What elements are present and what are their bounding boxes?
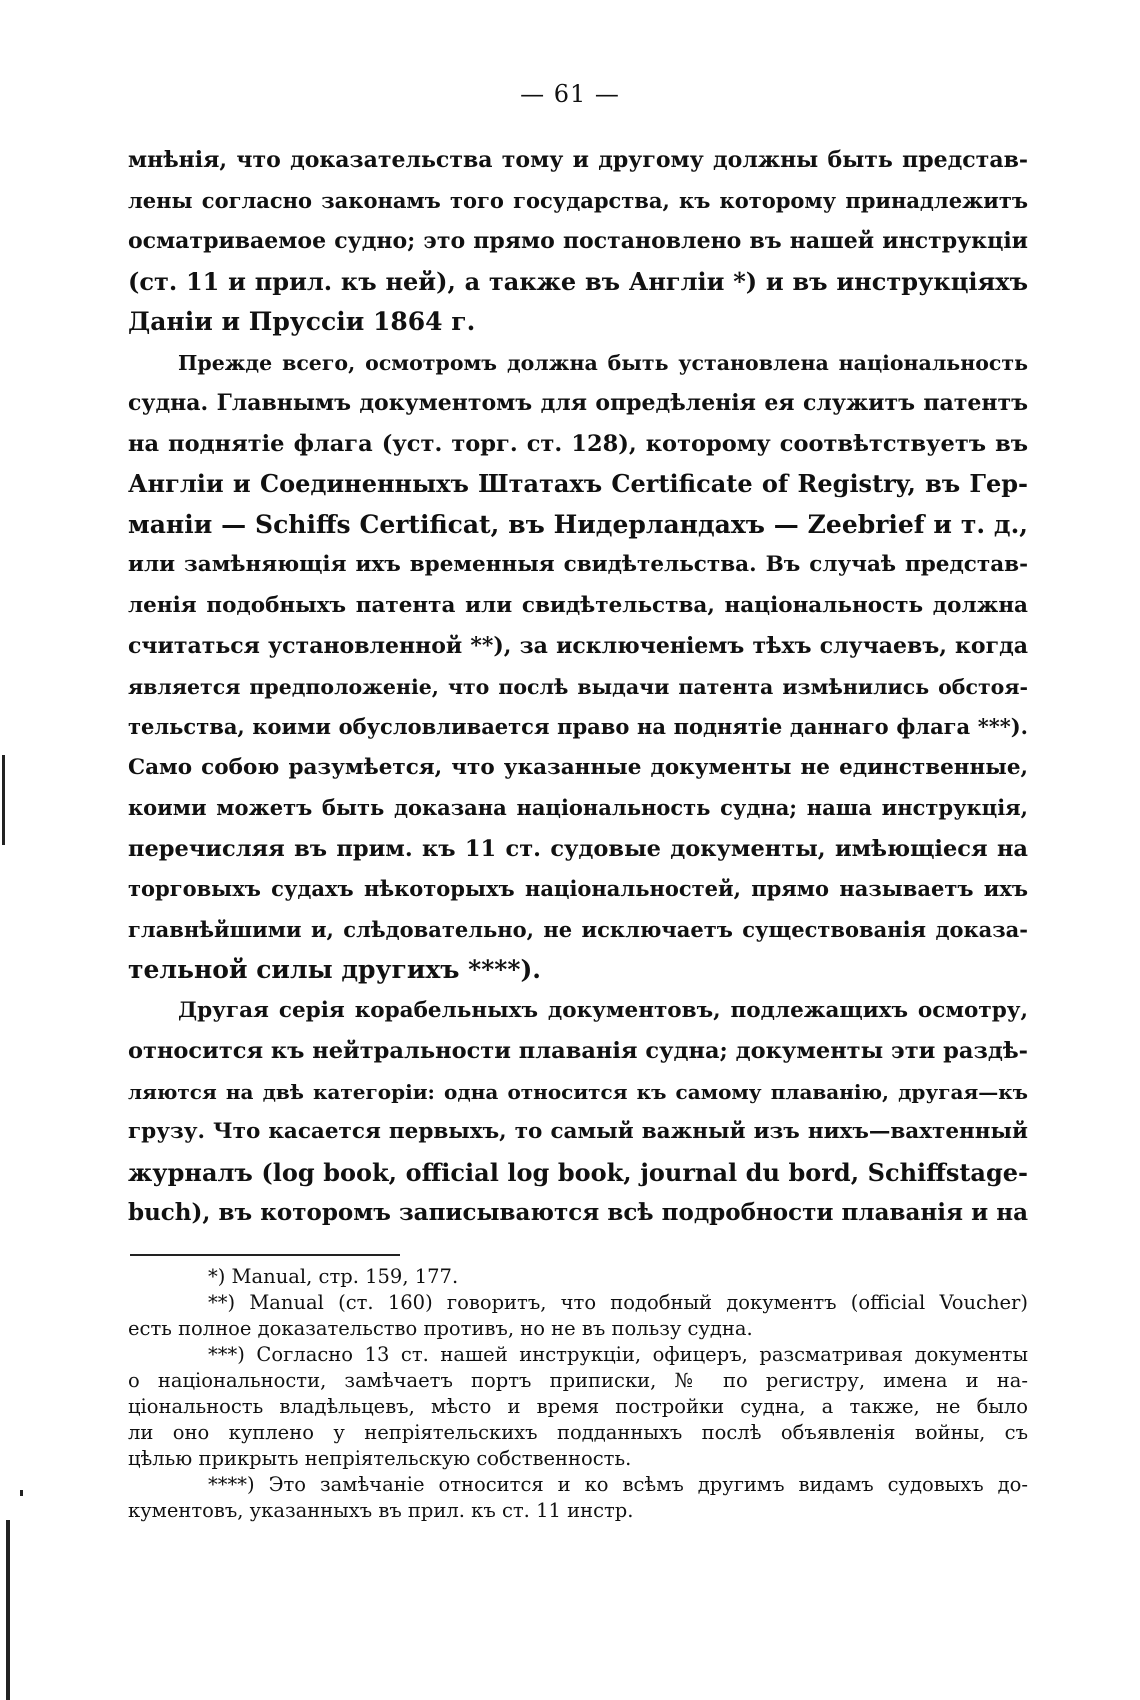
scan-margin-mark bbox=[2, 755, 5, 845]
text-line: перечисляя въ прим. къ 11 ст. судовые документы, имѣющіеся на bbox=[128, 835, 1028, 862]
text-line: на поднятіе флага (уст. торг. ст. 128), которому соотвѣтствуетъ въ bbox=[128, 430, 1028, 457]
text-line: ленія подобныхъ патента или свидѣтельства, національность должна bbox=[128, 592, 1028, 618]
text-line: лены согласно законамъ того государства, къ которому принадлежитъ bbox=[128, 187, 1028, 213]
text-line: Англіи и Соединенныхъ Штатахъ Certificate of Registry, въ Гер- bbox=[128, 469, 1028, 498]
text-line: Само собою разумѣется, что указанные документы не единственные, bbox=[128, 754, 1028, 780]
footnote-line: ***) Согласно 13 ст. нашей инструкціи, офицеръ, разсматривая документы bbox=[208, 1343, 1028, 1366]
footnote-line: кументовъ, указанныхъ въ прил. къ ст. 11 инстр. bbox=[128, 1499, 634, 1522]
text-line: маніи — Schiffs Certificat, въ Нидерландахъ — Zeebrief и т. д., bbox=[128, 509, 1028, 539]
footnote-line: о національности, замѣчаетъ портъ приписки, № по регистру, имена и на- bbox=[128, 1369, 1028, 1392]
text-line: (ст. 11 и прил. къ ней), а также въ Англіи *) и въ инструкціяхъ bbox=[128, 266, 1028, 296]
footnote-line: есть полное доказательство противъ, но не въ пользу судна. bbox=[128, 1317, 753, 1340]
text-line: или замѣняющія ихъ временныя свидѣтельства. Въ случаѣ представ- bbox=[128, 552, 1028, 577]
text-line: мнѣнія, что доказательства тому и другому должны быть представ- bbox=[128, 147, 1028, 173]
main-text bbox=[128, 140, 1028, 1234]
text-line: журналъ (log book, official log book, journal du bord, Schiffstage- bbox=[128, 1157, 1028, 1187]
footnote-line: ціональность владѣльцевъ, мѣсто и время постройки судна, а также, не было bbox=[128, 1395, 1028, 1418]
page-number: — 61 — bbox=[520, 80, 620, 108]
text-line: тельства, коими обусловливается право на поднятіе даннаго флага ***). bbox=[128, 714, 1028, 739]
footnote-line: ****) Это замѣчаніе относится и ко всѣмъ другимъ видамъ судовыхъ до- bbox=[208, 1473, 1028, 1496]
footnote-line: ли оно куплено у непріятельскихъ подданныхъ послѣ объявленія войны, съ bbox=[128, 1421, 1028, 1444]
footnotes bbox=[128, 1264, 1028, 1524]
text-line: Даніи и Пруссіи 1864 г. bbox=[128, 307, 476, 336]
text-line: ляются на двѣ категоріи: одна относится къ самому плаванію, другая—къ bbox=[128, 1079, 1028, 1104]
footnote-line: *) Manual, стр. 159, 177. bbox=[208, 1265, 459, 1288]
footnote-line: цѣлью прикрыть непріятельскую собственность. bbox=[128, 1447, 632, 1470]
scan-margin-mark bbox=[20, 1490, 23, 1496]
footnote-line: **) Manual (ст. 160) говоритъ, что подобный документъ (official Voucher) bbox=[208, 1291, 1028, 1314]
footnote-separator bbox=[130, 1254, 400, 1256]
text-line: торговыхъ судахъ нѣкоторыхъ національностей, прямо называетъ ихъ bbox=[128, 876, 1028, 901]
text-line: является предположеніе, что послѣ выдачи патента измѣнились обстоя- bbox=[128, 674, 1028, 699]
text-line: Прежде всего, осмотромъ должна быть установлена національность bbox=[178, 350, 1028, 375]
text-line: грузу. Что касается первыхъ, то самый важный изъ нихъ—вахтенный bbox=[128, 1119, 1028, 1144]
text-line: относится къ нейтральности плаванія судна; документы эти раздѣ- bbox=[128, 1038, 1028, 1064]
text-line: судна. Главнымъ документомъ для опредѣленія ея служитъ патентъ bbox=[128, 390, 1028, 416]
text-line: коими можетъ быть доказана національность судна; наша инструкція, bbox=[128, 795, 1028, 820]
text-line: Другая серія корабельныхъ документовъ, подлежащихъ осмотру, bbox=[178, 997, 1028, 1023]
text-line: считаться установленной **), за исключеніемъ тѣхъ случаевъ, когда bbox=[128, 633, 1028, 659]
text-line: главнѣйшими и, слѣдовательно, не исключаетъ существованія доказа- bbox=[128, 916, 1028, 942]
scan-margin-mark bbox=[6, 1520, 10, 1700]
text-line: осматриваемое судно; это прямо постановлено въ нашей инструкціи bbox=[128, 228, 1028, 254]
text-line: тельной силы другихъ ****). bbox=[128, 955, 541, 984]
text-line: buch), въ которомъ записываются всѣ подробности плаванія и на bbox=[128, 1199, 1028, 1226]
